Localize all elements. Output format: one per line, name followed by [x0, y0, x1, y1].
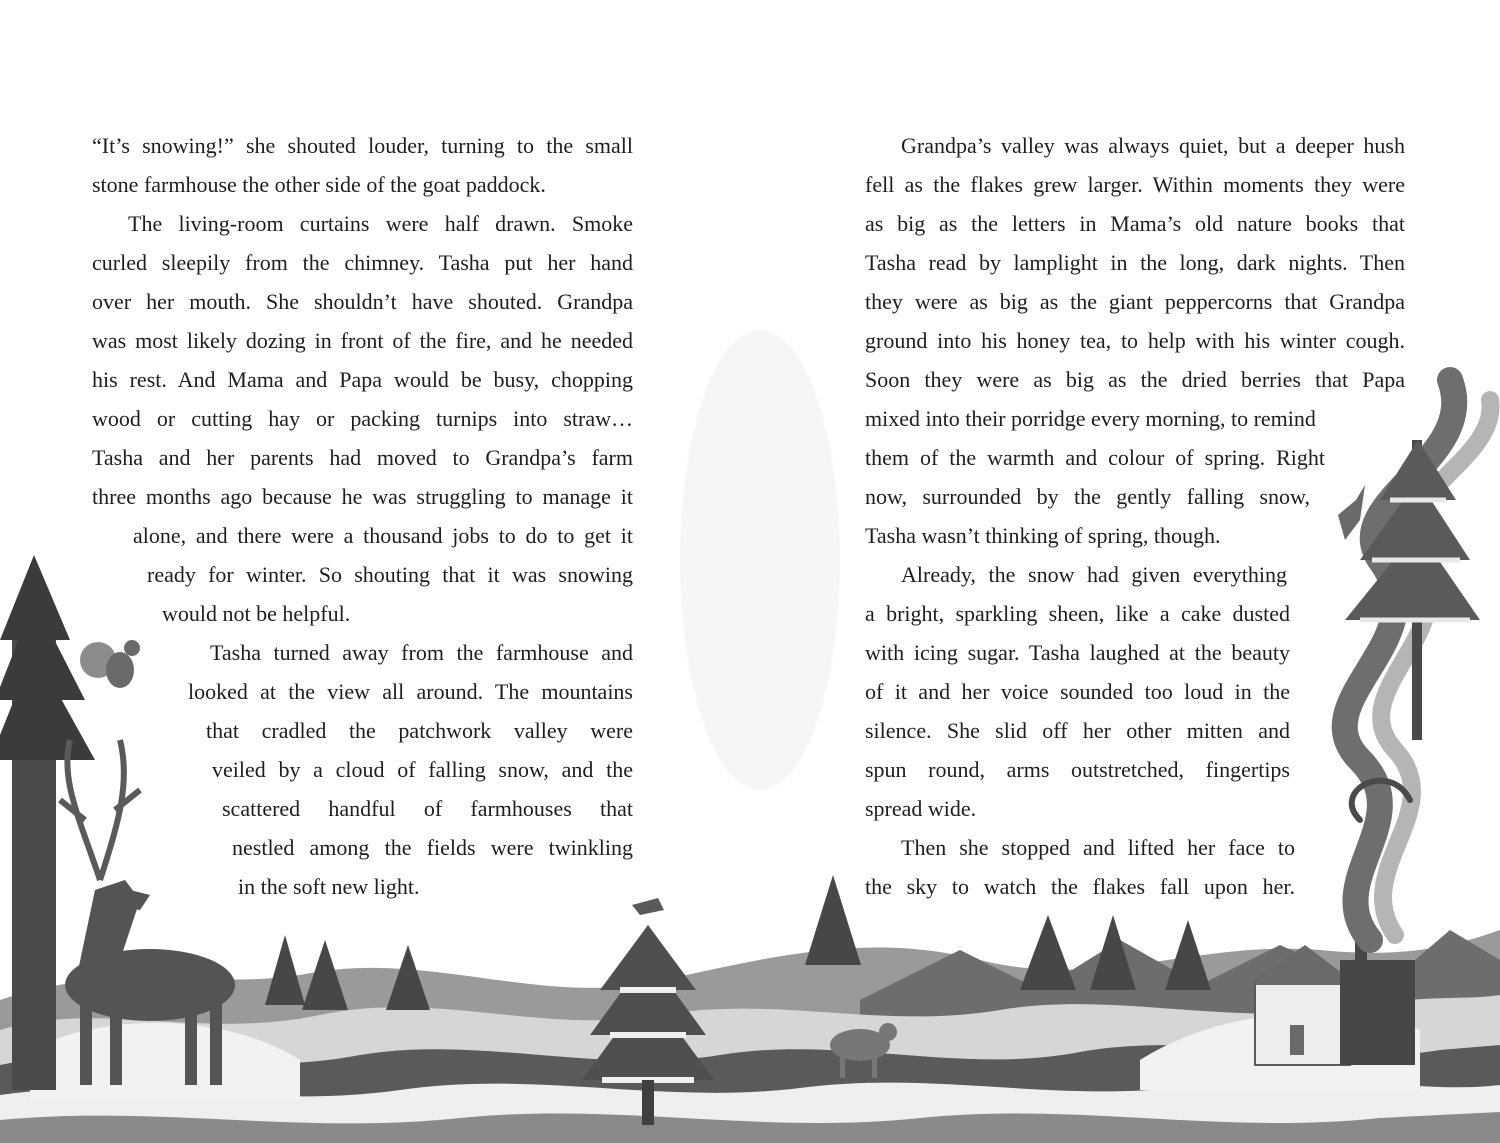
text-line: mixed into their porridge every morning, to remind: [865, 406, 1316, 431]
text-line: ground into his honey tea, to help with his winter cough.: [865, 328, 1405, 353]
text-line: Soon they were as big as the dried berries that Papa: [865, 367, 1405, 392]
text-line: The living-room curtains were half drawn. Smoke: [128, 211, 633, 236]
right-page: [750, 0, 1500, 1143]
text-line: Tasha and her parents had moved to Grandpa’s farm: [92, 445, 633, 470]
text-line: as big as the letters in Mama’s old nature books that: [865, 211, 1405, 236]
text-line: spun round, arms outstretched, fingertips: [865, 757, 1290, 782]
text-line: Tasha wasn’t thinking of spring, though.: [865, 523, 1221, 548]
text-line: veiled by a cloud of falling snow, and the: [212, 757, 633, 782]
text-line: Already, the snow had given everything: [901, 562, 1287, 587]
text-line: Tasha turned away from the farmhouse and: [210, 640, 633, 665]
text-line: with icing sugar. Tasha laughed at the beauty: [865, 640, 1290, 665]
text-line: ready for winter. So shouting that it was snowing: [147, 562, 633, 587]
text-line: “It’s snowing!” she shouted louder, turning to the small: [92, 133, 633, 158]
text-line: stone farmhouse the other side of the goat paddock.: [92, 172, 546, 197]
text-line: a bright, sparkling sheen, like a cake dusted: [865, 601, 1290, 626]
text-line: alone, and there were a thousand jobs to do to get it: [133, 523, 633, 548]
text-line: silence. She slid off her other mitten and: [865, 718, 1290, 743]
text-line: would not be helpful.: [162, 601, 351, 626]
text-line: three months ago because he was struggling to manage it: [92, 484, 633, 509]
text-line: looked at the view all around. The mountains: [188, 679, 633, 704]
text-line: now, surrounded by the gently falling snow,: [865, 484, 1310, 509]
text-line: the sky to watch the flakes fall upon her.: [865, 874, 1295, 899]
text-line: in the soft new light.: [238, 874, 420, 899]
text-line: Then she stopped and lifted her face to: [901, 835, 1295, 860]
text-line: fell as the flakes grew larger. Within moments they were: [865, 172, 1405, 197]
text-line: they were as big as the giant peppercorns that Grandpa: [865, 289, 1405, 314]
text-line: that cradled the patchwork valley were: [206, 718, 633, 743]
text-line: his rest. And Mama and Papa would be busy, chopping: [92, 367, 633, 392]
text-line: wood or cutting hay or packing turnips into straw…: [92, 406, 633, 431]
text-line: nestled among the fields were twinkling: [232, 835, 633, 860]
text-line: spread wide.: [865, 796, 977, 821]
text-line: them of the warmth and colour of spring. Right: [865, 445, 1325, 470]
text-line: curled sleepily from the chimney. Tasha put her hand: [92, 250, 633, 275]
text-line: was most likely dozing in front of the fire, and he needed: [92, 328, 633, 353]
text-line: scattered handful of farmhouses that: [222, 796, 633, 821]
text-line: of it and her voice sounded too loud in the: [865, 679, 1290, 704]
text-line: Grandpa’s valley was always quiet, but a deeper hush: [901, 133, 1405, 158]
text-line: over her mouth. She shouldn’t have shouted. Grandpa: [92, 289, 633, 314]
text-line: Tasha read by lamplight in the long, dark nights. Then: [865, 250, 1405, 275]
